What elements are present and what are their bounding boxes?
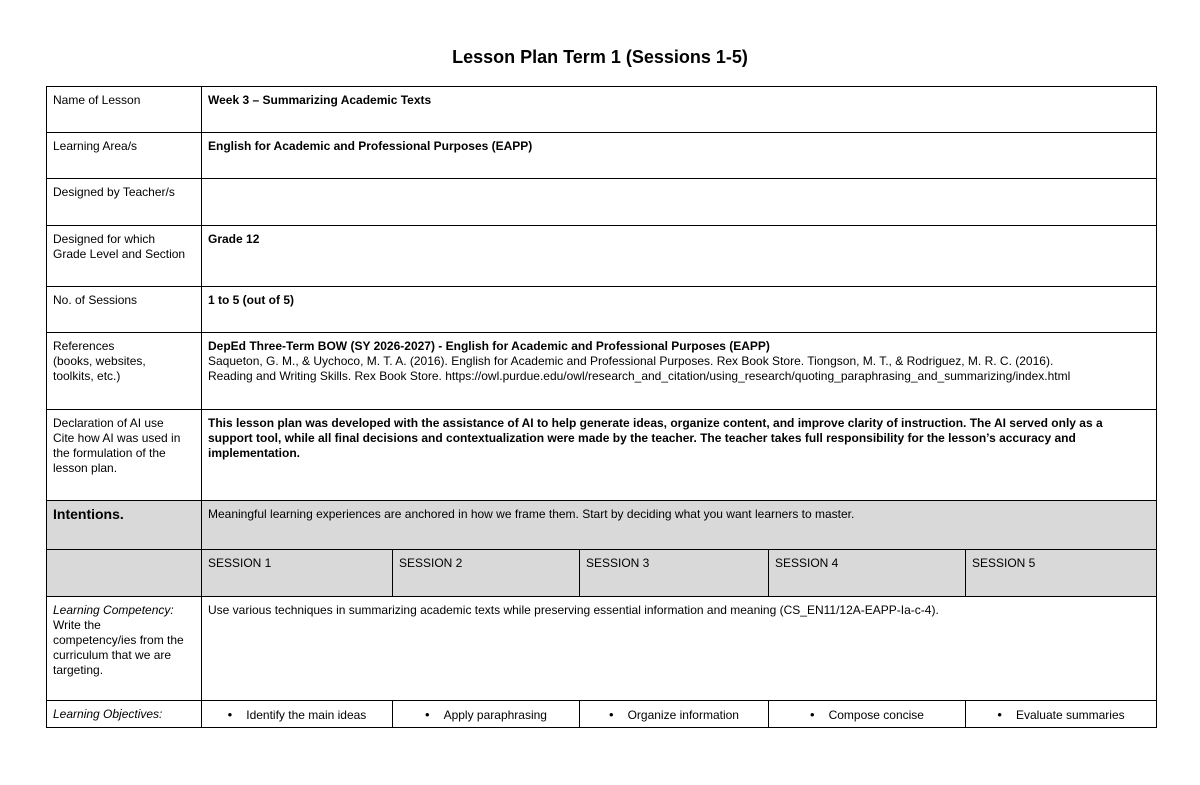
- references-line2: Reading and Writing Skills. Rex Book Store. https://owl.purdue.edu/owl/research_and_citation/using_research/quoting_paraphrasing_and_summarizing/index.html: [208, 369, 1071, 383]
- objective-3: [580, 701, 769, 728]
- lesson-plan-table: [46, 86, 1157, 728]
- lesson-name-label: Name of Lesson: [47, 87, 202, 133]
- ai-declaration-value: This lesson plan was developed with the assistance of AI to help generate ideas, organize content, and improve clarity of instruction. The AI served only as a support tool, while all final decisions and contextualization were made by the teacher. The teacher takes full responsibility for the lesson’s accuracy and implementation.: [202, 410, 1157, 501]
- learning-area-value: English for Academic and Professional Purposes (EAPP): [202, 133, 1157, 179]
- objective-5: [966, 701, 1157, 728]
- objective-3-text: Organize information: [627, 708, 739, 722]
- lesson-name-value: Week 3 – Summarizing Academic Texts: [202, 87, 1157, 133]
- row-ai-declaration: [47, 410, 1157, 501]
- references-label-line3: toolkits, etc.): [53, 369, 121, 383]
- ai-declaration-label: [47, 410, 202, 501]
- row-lesson-name: [47, 87, 1157, 133]
- objective-1: [202, 701, 393, 728]
- references-heading: DepEd Three-Term BOW (SY 2026-2027) - English for Academic and Professional Purposes (EAPP): [208, 339, 770, 353]
- row-sessions: [47, 287, 1157, 333]
- session-header-3: SESSION 3: [580, 550, 769, 597]
- ai-label-line4: lesson plan.: [53, 461, 118, 475]
- references-label-line2: (books, websites,: [53, 354, 146, 368]
- competency-label: [47, 597, 202, 701]
- session-header-4: SESSION 4: [769, 550, 966, 597]
- competency-label-line5: targeting.: [53, 663, 104, 677]
- row-grade-level: [47, 226, 1157, 287]
- competency-label-line4: curriculum that we are: [53, 648, 172, 662]
- references-label-line1: References: [53, 339, 115, 353]
- row-references: [47, 333, 1157, 410]
- objectives-label: Learning Objectives:: [47, 701, 202, 728]
- grade-level-label: [47, 226, 202, 287]
- grade-level-label-line1: Designed for which: [53, 232, 156, 246]
- session-header-2: SESSION 2: [393, 550, 580, 597]
- designed-by-value: [202, 179, 1157, 226]
- session-header-blank: [47, 550, 202, 597]
- grade-level-value: Grade 12: [202, 226, 1157, 287]
- page-title: Lesson Plan Term 1 (Sessions 1-5): [452, 47, 748, 67]
- objective-5-text: Evaluate summaries: [1015, 708, 1125, 722]
- session-header-5: SESSION 5: [966, 550, 1157, 597]
- bullet-icon: •: [425, 707, 430, 722]
- competency-label-line3: competency/ies from the: [53, 633, 184, 647]
- references-label: [47, 333, 202, 410]
- session-header-1: SESSION 1: [202, 550, 393, 597]
- bullet-icon: •: [609, 707, 614, 722]
- references-line1: Saqueton, G. M., & Uychoco, M. T. A. (2016). English for Academic and Professional Purposes. Rex Book Store. Tiongson, M. T., & Rodriguez, M. R. C. (2016).: [208, 354, 1054, 368]
- designed-by-label: Designed by Teacher/s: [47, 179, 202, 226]
- row-designed-by: [47, 179, 1157, 226]
- bullet-icon: •: [227, 707, 233, 722]
- row-intentions: [47, 501, 1157, 550]
- bullet-icon: •: [810, 707, 815, 722]
- sessions-label: No. of Sessions: [47, 287, 202, 333]
- ai-label-line2: Cite how AI was used in: [53, 431, 181, 445]
- competency-value: Use various techniques in summarizing academic texts while preserving essential information and meaning (CS_EN11/12A-EAPP-Ia-c-4).: [202, 597, 1157, 701]
- learning-area-label: Learning Area/s: [47, 133, 202, 179]
- objective-1-text: Identify the main ideas: [246, 708, 367, 722]
- row-competency: [47, 597, 1157, 701]
- intentions-value: Meaningful learning experiences are anchored in how we frame them. Start by deciding what you want learners to master.: [202, 501, 1157, 550]
- bullet-icon: •: [997, 707, 1002, 722]
- references-value: [202, 333, 1157, 410]
- objective-2: [393, 701, 580, 728]
- row-session-headers: [47, 550, 1157, 597]
- ai-label-line3: the formulation of the: [53, 446, 166, 460]
- competency-label-line2: Write the: [53, 618, 101, 632]
- objective-4-text: Compose concise: [828, 708, 924, 722]
- row-learning-area: [47, 133, 1157, 179]
- intentions-label: Intentions.: [47, 501, 202, 550]
- ai-label-line1: Declaration of AI use: [53, 416, 164, 430]
- objective-2-text: Apply paraphrasing: [443, 708, 547, 722]
- sessions-value: 1 to 5 (out of 5): [202, 287, 1157, 333]
- grade-level-label-line2: Grade Level and Section: [53, 247, 186, 261]
- objective-4: [769, 701, 966, 728]
- row-objectives: [47, 701, 1157, 728]
- competency-label-title: Learning Competency:: [53, 603, 174, 617]
